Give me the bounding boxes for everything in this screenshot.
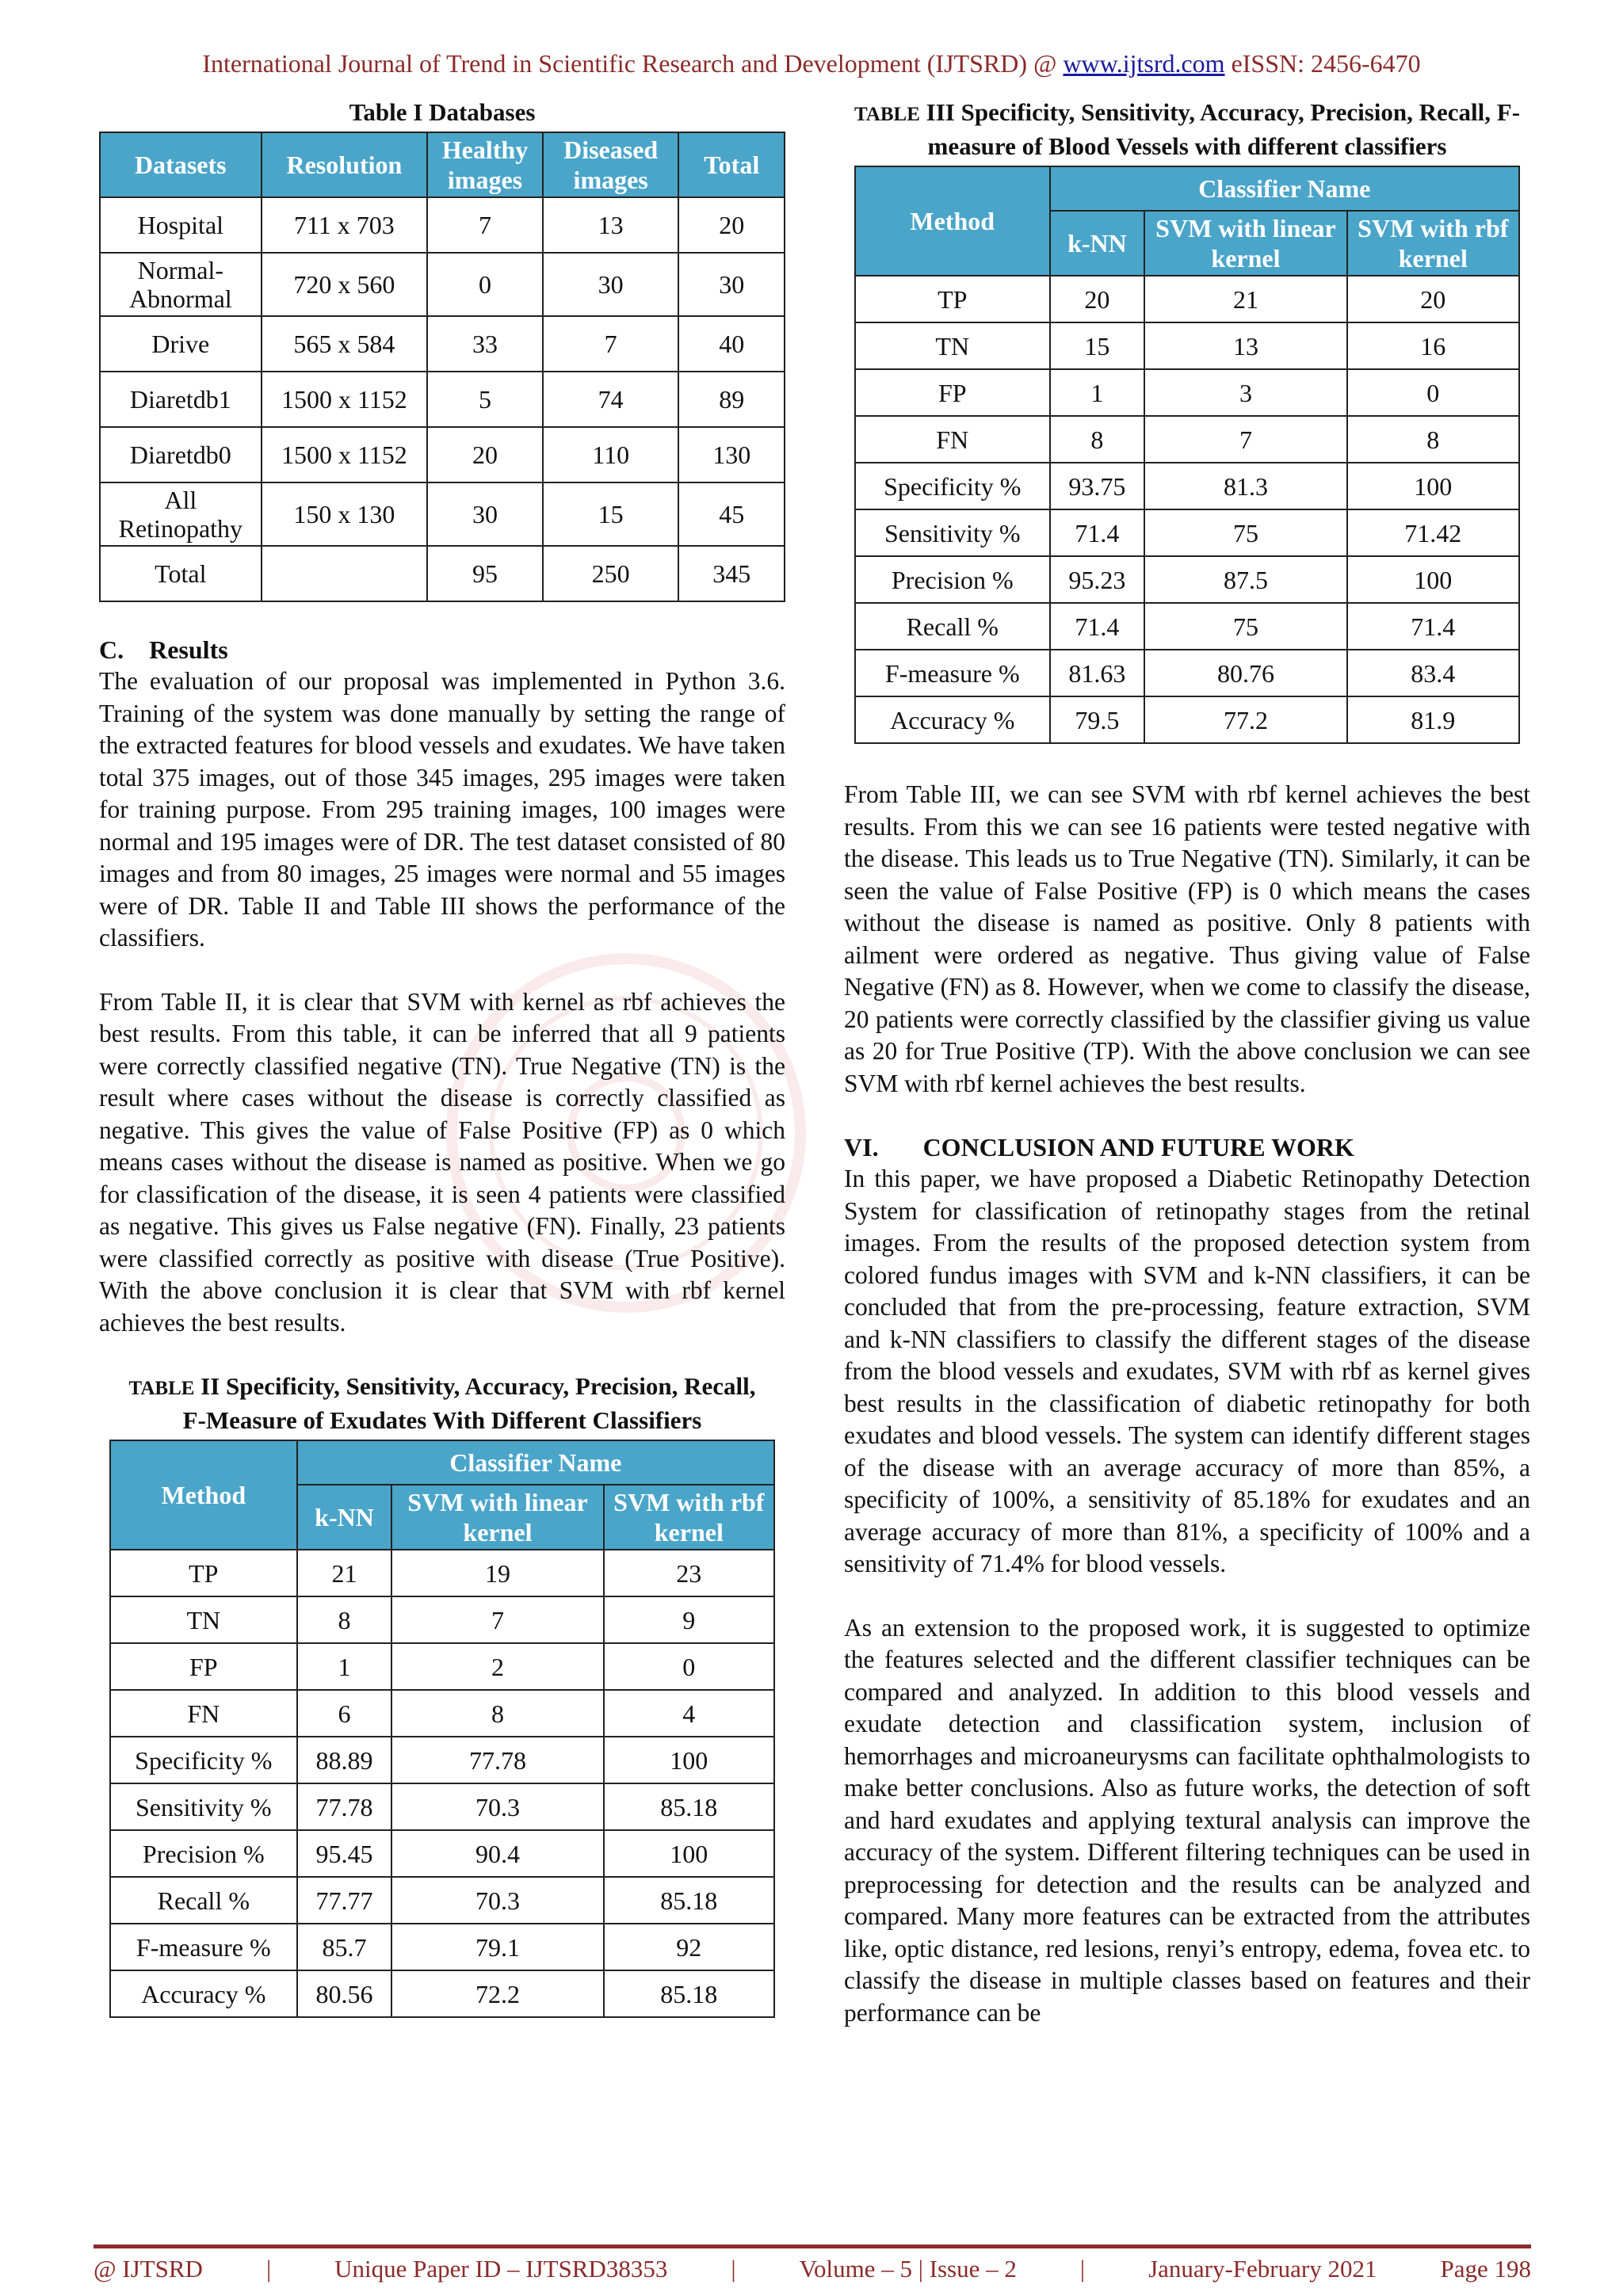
table2-cell: 79.1 (391, 1924, 603, 1970)
table3-cell: Sensitivity % (855, 509, 1050, 556)
table1-cell: Normal-Abnormal (100, 253, 262, 316)
table3-cell: 13 (1144, 322, 1346, 369)
table1-cell: 7 (427, 197, 543, 253)
table3-cell: 1 (1050, 369, 1145, 416)
table2-col-svm-rbf: SVM with rbf kernel (604, 1485, 774, 1550)
table3-cell: 71.42 (1347, 509, 1519, 556)
table2-cell: 4 (604, 1690, 774, 1737)
table2-row (110, 1690, 774, 1737)
table2-method-header: Method (110, 1440, 297, 1550)
table1-cell: 1500 x 1152 (262, 427, 427, 482)
table1-cell: 89 (678, 372, 785, 427)
table1-cell (262, 546, 427, 601)
table2-cell: 92 (604, 1924, 774, 1970)
table3-cell: 87.5 (1144, 556, 1346, 603)
table3-cell: 3 (1144, 369, 1346, 416)
table1-cell: 345 (678, 546, 785, 601)
table3-cell: 15 (1050, 322, 1145, 369)
table1-cell: 250 (543, 546, 679, 601)
table3-cell: 100 (1347, 556, 1519, 603)
table3-body (855, 276, 1519, 743)
table3-cell: 8 (1050, 416, 1145, 463)
table3-row (855, 369, 1519, 416)
table2-cell: 2 (391, 1643, 603, 1690)
table3-row (855, 276, 1519, 322)
table3-cell: Recall % (855, 603, 1050, 650)
table3-row (855, 416, 1519, 463)
table1-cell: 33 (427, 316, 543, 372)
footer-brand: @ IJTSRD (94, 2255, 203, 2283)
table2-row (110, 1550, 774, 1596)
table1-body (100, 197, 785, 601)
table2-cell: Recall % (110, 1877, 297, 1924)
journal-name: International Journal of Trend in Scientific Research and Development (IJTSRD) @ (202, 49, 1057, 78)
table3-caption-prefix: TABLE (854, 104, 920, 125)
table3-classifier-group: Classifier Name (1050, 166, 1519, 211)
databases-table (99, 132, 785, 602)
table1-cell: Diaretdb0 (100, 427, 262, 482)
table3-cell: 21 (1144, 276, 1346, 322)
table2-cell: 77.78 (391, 1737, 603, 1783)
table3-cell: 81.9 (1347, 696, 1519, 743)
footer-sep-2: | (731, 2255, 736, 2283)
footer-rule (94, 2245, 1531, 2248)
table2-cell: Sensitivity % (110, 1783, 297, 1830)
blood-vessels-classifier-table (854, 166, 1520, 744)
table2-group-row (110, 1440, 774, 1485)
table2-row (110, 1783, 774, 1830)
table3-cell: 100 (1347, 463, 1519, 509)
table1-cell: Hospital (100, 197, 262, 253)
table3-group-row (855, 166, 1519, 211)
table2-cell: 19 (391, 1550, 603, 1596)
table3-row (855, 509, 1519, 556)
table3-cell: Precision % (855, 556, 1050, 603)
table3-cell: 16 (1347, 322, 1519, 369)
conclusion-heading: VI. CONCLUSION AND FUTURE WORK (844, 1133, 1354, 1161)
footer-sep-3: | (1079, 2255, 1086, 2283)
table1-cell: 5 (427, 372, 543, 427)
table2-caption (99, 1371, 785, 1436)
table3-discussion-paragraph: From Table III, we can see SVM with rbf kernel achieves the best results. From this we can see 16 patients were tested negative with the disease. This leads us to True Negative (TN). Similarly, it can be seen the value of False Positive (FP) is 0 which means the cases without the disease is named as positive. Only 8 patients with ailment were ordered as negative. Thus giving value of False Negative (FN) as 8. However, when we come to classify the disease, 20 patients were correctly classified by the classifier giving us value as 20 for True Positive (TP). With the above conclusion we can see SVM with rbf kernel achieves the best results. (844, 780, 1530, 1097)
table3-cell: Specificity % (855, 463, 1050, 509)
table3-cell: 93.75 (1050, 463, 1145, 509)
table2-col-svm-linear: SVM with linear kernel (391, 1485, 603, 1550)
table1-cell: 30 (543, 253, 679, 316)
table2-caption-prefix: TABLE (128, 1378, 195, 1399)
table1-cell: Drive (100, 316, 262, 372)
table1-row (100, 197, 785, 253)
table1-cell: 711 x 703 (262, 197, 427, 253)
table1-cell: 1500 x 1152 (262, 372, 427, 427)
table3-row (855, 322, 1519, 369)
table1-col-datasets: Datasets (100, 132, 262, 197)
table1-col-resolution: Resolution (262, 132, 427, 197)
issn: eISSN: 2456-6470 (1231, 49, 1421, 78)
table1-cell: 150 x 130 (262, 482, 427, 546)
table2-caption-text: II Specificity, Sensitivity, Accuracy, Precision, Recall, F-Measure of Exudates With Different Classifiers (182, 1372, 756, 1434)
conclusion-paragraph-2: As an extension to the proposed work, it is suggested to optimize the features selected and the different classifier techniques can be compared and analyzed. In addition to this blood vessels and exudate detection and classification system, inclusion of hemorrhages and microaneurysms can facilitate ophthalmologists to make better conclusions. Also as future works, the detection of soft and hard exudates and applying textural analysis can improve the accuracy of the system. Different filtering techniques can be used in preprocessing for detection and the results can be analyzed and compared. Many more features can be extracted from the attributes like, optic distance, red lesions, renyi’s entropy, edema, fovea etc. to classify the disease in multiple classes based on features and their performance can be (844, 1613, 1530, 2027)
table3-cell: 81.63 (1050, 650, 1145, 696)
table1-col-diseased: Diseased images (543, 132, 679, 197)
table1-cell: 130 (678, 427, 785, 482)
table2-cell: F-measure % (110, 1924, 297, 1970)
table2-col-knn: k-NN (297, 1485, 392, 1550)
table3-cell: 0 (1347, 369, 1519, 416)
table3-cell: Accuracy % (855, 696, 1050, 743)
table3-cell: 81.3 (1144, 463, 1346, 509)
table2-cell: 21 (297, 1550, 392, 1596)
table1-cell: 15 (543, 482, 679, 546)
table2-cell: 90.4 (391, 1830, 603, 1877)
table3-cell: 95.23 (1050, 556, 1145, 603)
table3-row (855, 696, 1519, 743)
table3-row (855, 603, 1519, 650)
journal-link[interactable]: www.ijtsrd.com (1063, 49, 1225, 78)
table2-cell: 85.18 (604, 1783, 774, 1830)
table2-cell: Precision % (110, 1830, 297, 1877)
table2-cell: 8 (297, 1596, 392, 1643)
table3-col-svm-linear: SVM with linear kernel (1144, 211, 1346, 276)
table2-cell: 85.7 (297, 1924, 392, 1970)
table2-cell: 85.18 (604, 1970, 774, 2017)
table3-cell: 71.4 (1050, 509, 1145, 556)
table2-row (110, 1830, 774, 1877)
table3-cell: 71.4 (1347, 603, 1519, 650)
table1-cell: 95 (427, 546, 543, 601)
results-paragraph-2: From Table II, it is clear that SVM with kernel as rbf achieves the best results. From this table, it can be inferred that all 9 patients were correctly classified negative (TN). True Negative (TN) is the result where cases without the disease is correctly classified as negative. This gives the value of False Positive (FP) as 0 which means cases without the disease is named as positive. When we go for classification of the disease, it is seen 4 patients were classified as negative. This gives us False negative (FN). Finally, 23 patients were classified correctly as positive with disease (True Positive). With the above conclusion it is clear that SVM with rbf kernel achieves the best results. (99, 987, 785, 1337)
table1-cell: 30 (678, 253, 785, 316)
table2-classifier-group: Classifier Name (297, 1440, 774, 1485)
table3-cell: 77.2 (1144, 696, 1346, 743)
table2-cell: 23 (604, 1550, 774, 1596)
table3-cell: 83.4 (1347, 650, 1519, 696)
table2-row (110, 1877, 774, 1924)
table1-cell: 565 x 584 (262, 316, 427, 372)
footer-date: January-February 2021 (1148, 2255, 1377, 2283)
table3-cell: F-measure % (855, 650, 1050, 696)
footer-paper-id: Unique Paper ID – IJTSRD38353 (334, 2255, 668, 2283)
table2-cell: 7 (391, 1596, 603, 1643)
table3-cell: FN (855, 416, 1050, 463)
table2-cell: 9 (604, 1596, 774, 1643)
table3-cell: 75 (1144, 603, 1346, 650)
table2-cell: 72.2 (391, 1970, 603, 2017)
table2-cell: TN (110, 1596, 297, 1643)
table1-cell: 7 (543, 316, 679, 372)
table1-cell: 30 (427, 482, 543, 546)
table1-cell: 0 (427, 253, 543, 316)
table2-cell: 100 (604, 1830, 774, 1877)
table1-row (100, 253, 785, 316)
table1-row (100, 427, 785, 482)
table3-cell: 80.76 (1144, 650, 1346, 696)
table1-row (100, 546, 785, 601)
table2-cell: 77.77 (297, 1877, 392, 1924)
footer-page: Page 198 (1440, 2255, 1531, 2283)
table2-cell: 100 (604, 1737, 774, 1783)
table2-cell: TP (110, 1550, 297, 1596)
table1-cell: 13 (543, 197, 679, 253)
running-footer (94, 2255, 1531, 2283)
table1-cell: 74 (543, 372, 679, 427)
right-column (844, 97, 1530, 2029)
table2-cell: 1 (297, 1643, 392, 1690)
table2-cell: 95.45 (297, 1830, 392, 1877)
table2-cell: 77.78 (297, 1783, 392, 1830)
table1-cell: All Retinopathy (100, 482, 262, 546)
table3-cell: 79.5 (1050, 696, 1145, 743)
table3-cell: 71.4 (1050, 603, 1145, 650)
table2-cell: 8 (391, 1690, 603, 1737)
table3-col-svm-rbf: SVM with rbf kernel (1347, 211, 1519, 276)
table3-cell: 75 (1144, 509, 1346, 556)
table2-body (110, 1550, 774, 2017)
table3-cell: TN (855, 322, 1050, 369)
table2-cell: 0 (604, 1643, 774, 1690)
table3-cell: 20 (1050, 276, 1145, 322)
table3-col-knn: k-NN (1050, 211, 1145, 276)
table3-cell: TP (855, 276, 1050, 322)
table3-caption-text: III Specificity, Sensitivity, Accuracy, Precision, Recall, F-measure of Blood Vessels with different classifiers (919, 98, 1521, 160)
table3-cell: 7 (1144, 416, 1346, 463)
left-column (99, 97, 785, 2018)
conclusion-paragraph-1: In this paper, we have proposed a Diabetic Retinopathy Detection System for classification of retinopathy stages from the retinal images. From the results of the proposed detection system from colored fundus images with SVM and k-NN classifiers, it can be concluded that from the pre-processing, feature extraction, SVM and k-NN classifiers to classify the different stages of the disease from the blood vessels and exudates, SVM with rbf as kernel gives best results in the classification of diabetic retinopathy for both exudates and blood vessels. The system can identify different stages of the disease with an average accuracy of more than 85%, a specificity of 100%, a sensitivity of 85.18% for exudates and an average accuracy of more than 81%, a specificity of 100% and a sensitivity of 71.4% for blood vessels. (844, 1165, 1530, 1577)
table2-cell: 85.18 (604, 1877, 774, 1924)
table1-row (100, 372, 785, 427)
table2-row (110, 1970, 774, 2017)
table1-cell: 20 (678, 197, 785, 253)
table2-cell: FN (110, 1690, 297, 1737)
table2-cell: FP (110, 1643, 297, 1690)
table2-row (110, 1596, 774, 1643)
table3-cell: 20 (1347, 276, 1519, 322)
table1-caption: Table I Databases (349, 98, 536, 126)
table1-cell: 40 (678, 316, 785, 372)
table1-cell: 20 (427, 427, 543, 482)
results-paragraph-1: The evaluation of our proposal was implemented in Python 3.6. Training of the system was done manually by setting the range of the extracted features for blood vessels and exudates. We have taken total 375 images, out of those 345 images, 295 images were taken for training purpose. From 295 training images, 100 images were normal and 195 images were of DR. The test dataset consisted of 80 images and from 80 images, 25 images were normal and 55 images were of DR. Table II and Table III shows the performance of the classifiers. (99, 667, 785, 952)
table3-method-header: Method (855, 166, 1050, 276)
table3-cell: FP (855, 369, 1050, 416)
exudates-classifier-table (109, 1440, 775, 2018)
running-header (0, 49, 1623, 78)
table1-cell: Total (100, 546, 262, 601)
table1-cell: 110 (543, 427, 679, 482)
table2-cell: Specificity % (110, 1737, 297, 1783)
table2-cell: 6 (297, 1690, 392, 1737)
table2-cell: Accuracy % (110, 1970, 297, 2017)
table1-col-total: Total (678, 132, 785, 197)
table3-row (855, 556, 1519, 603)
table3-cell: 8 (1347, 416, 1519, 463)
table1-row (100, 316, 785, 372)
table1-cell: Diaretdb1 (100, 372, 262, 427)
table2-row (110, 1643, 774, 1690)
table2-cell: 70.3 (391, 1877, 603, 1924)
results-heading: C. Results (99, 635, 228, 664)
table3-row (855, 650, 1519, 696)
footer-volume: Volume – 5 | Issue – 2 (799, 2255, 1017, 2283)
table1-cell: 45 (678, 482, 785, 546)
table2-row (110, 1924, 774, 1970)
table3-row (855, 463, 1519, 509)
table1-cell: 720 x 560 (262, 253, 427, 316)
table2-row (110, 1737, 774, 1783)
table2-cell: 80.56 (297, 1970, 392, 2017)
table3-caption (844, 97, 1530, 162)
footer-sep-1: | (265, 2255, 272, 2283)
table1-col-healthy: Healthy images (427, 132, 543, 197)
table1-header-row (100, 132, 785, 197)
table1-row (100, 482, 785, 546)
table2-cell: 70.3 (391, 1783, 603, 1830)
table2-cell: 88.89 (297, 1737, 392, 1783)
